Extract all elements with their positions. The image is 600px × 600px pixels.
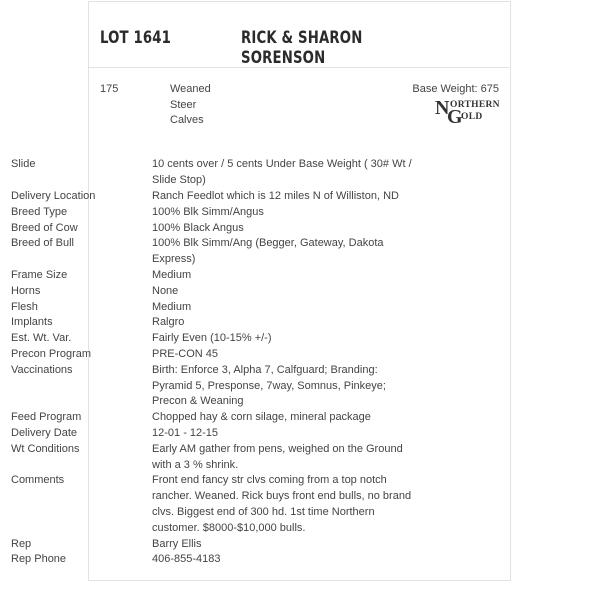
detail-row bbox=[0, 331, 600, 347]
lot-details bbox=[0, 157, 600, 568]
description-line: Calves bbox=[170, 114, 204, 126]
detail-label: Comments bbox=[11, 474, 65, 487]
detail-value: Early AM gather from pens, weighed on the Ground with a 3 % shrink. bbox=[152, 442, 403, 471]
detail-value: Medium bbox=[152, 268, 192, 281]
description-line: Steer bbox=[170, 98, 197, 111]
detail-row bbox=[0, 205, 600, 221]
detail-row bbox=[0, 221, 600, 237]
detail-value: Chopped hay & corn silage, mineral package bbox=[152, 411, 371, 424]
detail-row bbox=[0, 268, 600, 284]
detail-row bbox=[0, 189, 600, 205]
detail-label: Breed Type bbox=[11, 205, 68, 218]
detail-value: 12-01 - 12-15 bbox=[152, 426, 219, 439]
detail-label: Vaccinations bbox=[11, 363, 73, 376]
detail-row bbox=[0, 442, 600, 474]
detail-row bbox=[0, 552, 600, 568]
detail-value: Front end fancy str clvs coming from a top notch rancher. Weaned. Rick buys front end bulls, no brand clvs. Biggest end of 300 hd. 1st time Northern customer. $8000-$10,000 bulls. bbox=[152, 474, 412, 534]
base-weight: Base Weight: 675 bbox=[412, 83, 499, 95]
detail-value: Medium bbox=[152, 300, 192, 313]
detail-row bbox=[0, 473, 600, 536]
detail-label: Precon Program bbox=[11, 347, 92, 360]
logo-text-top: ORTHERN bbox=[450, 100, 500, 110]
detail-row bbox=[0, 347, 600, 363]
detail-row bbox=[0, 363, 600, 410]
detail-value: Fairly Even (10-15% +/-) bbox=[152, 332, 272, 345]
detail-value: Ranch Feedlot which is 12 miles N of Williston, ND bbox=[152, 190, 399, 202]
detail-label: Slide bbox=[11, 158, 36, 170]
detail-label: Breed of Cow bbox=[11, 221, 78, 234]
logo-letter-n: N bbox=[435, 97, 450, 119]
logo-letter-g: G bbox=[447, 106, 463, 128]
detail-label: Wt Conditions bbox=[11, 442, 80, 455]
northern-gold-logo bbox=[435, 97, 501, 128]
detail-row bbox=[0, 300, 600, 316]
lot-header bbox=[89, 2, 510, 68]
detail-label: Horns bbox=[11, 284, 41, 297]
detail-label: Implants bbox=[11, 316, 53, 329]
detail-label: Flesh bbox=[11, 300, 38, 313]
detail-value: 100% Blk Simm/Ang (Begger, Gateway, Dakota Express) bbox=[152, 237, 384, 266]
detail-row bbox=[0, 315, 600, 331]
lot-summary bbox=[89, 68, 510, 153]
seller-name: RICK & SHARON SORENSON bbox=[241, 28, 363, 68]
detail-value: Barry Ellis bbox=[152, 537, 202, 550]
detail-row bbox=[0, 157, 600, 189]
detail-value: 100% Blk Simm/Angus bbox=[152, 205, 264, 218]
head-count: 175 bbox=[100, 83, 119, 95]
detail-value: 406-855-4183 bbox=[152, 553, 221, 566]
detail-row bbox=[0, 537, 600, 553]
detail-label: Feed Program bbox=[11, 411, 82, 424]
detail-row bbox=[0, 236, 600, 268]
detail-row bbox=[0, 426, 600, 442]
detail-value: None bbox=[152, 284, 179, 297]
lot-number: LOT 1641 bbox=[100, 28, 172, 48]
detail-value: Birth: Enforce 3, Alpha 7, Calfguard; Branding: Pyramid 5, Presponse, 7way, Somnus, Pinkeye; Precon & Weaning bbox=[152, 363, 386, 408]
detail-value: 10 cents over / 5 cents Under Base Weight ( 30# Wt / Slide Stop) bbox=[152, 158, 412, 186]
detail-row bbox=[0, 410, 600, 426]
detail-value: PRE-CON 45 bbox=[152, 347, 219, 360]
detail-value: Ralgro bbox=[152, 316, 185, 329]
detail-label: Breed of Bull bbox=[11, 237, 74, 250]
detail-row bbox=[0, 284, 600, 300]
detail-label: Frame Size bbox=[11, 268, 68, 281]
logo-text-bottom: OLD bbox=[461, 112, 483, 122]
detail-label: Est. Wt. Var. bbox=[11, 332, 72, 345]
detail-label: Rep bbox=[11, 537, 32, 550]
detail-value: 100% Black Angus bbox=[152, 221, 244, 234]
cattle-description bbox=[170, 82, 230, 129]
detail-label: Delivery Location bbox=[11, 190, 96, 202]
detail-label: Delivery Date bbox=[11, 426, 78, 439]
detail-label: Rep Phone bbox=[11, 553, 67, 566]
description-line: Weaned bbox=[170, 83, 211, 95]
